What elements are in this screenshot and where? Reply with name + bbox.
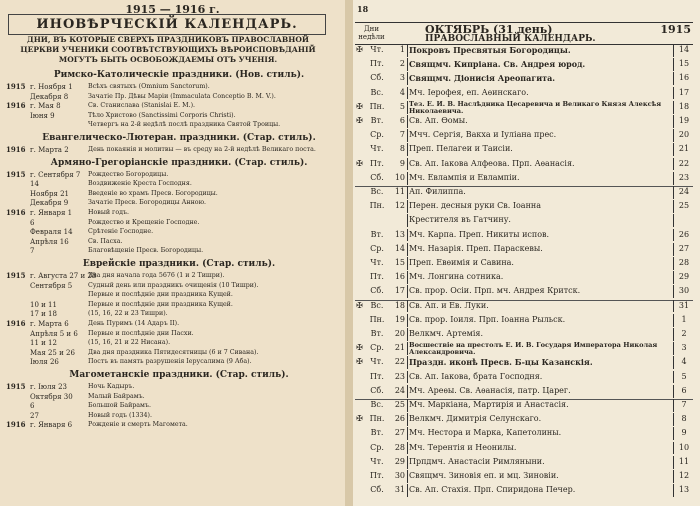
holiday-date: г. Января 1	[30, 209, 73, 217]
holiday-name: Св. Пасха.	[88, 237, 123, 245]
new-style-date: 24	[673, 186, 694, 199]
day-number: 30	[390, 470, 408, 483]
saint-text: Мч. Евлампія и Евлампіи.	[409, 172, 520, 182]
calendar-day-row	[355, 101, 693, 114]
weekday: Пт.	[370, 272, 384, 282]
calendar-day-row	[355, 229, 693, 242]
holiday-date: 11 и 12	[30, 339, 57, 348]
holiday-name: Постъ въ память разрушенія Іерусалима (9 Аба).	[88, 358, 252, 366]
day-number: 10	[390, 172, 408, 185]
feast-mark-icon: ✠	[356, 158, 363, 168]
holiday-row	[6, 237, 336, 247]
day-number: 27	[390, 427, 408, 440]
holiday-year: 1916	[6, 420, 26, 430]
holiday-date: Апрѣля 16	[30, 237, 69, 246]
new-style-date	[673, 214, 694, 227]
saint-text: Св. Ап. Іакова, брата Господня.	[409, 371, 543, 381]
day-number: 4	[390, 87, 408, 100]
calendar-day-row	[355, 200, 693, 213]
saint-text: Мч. Іерофея, еп. Аѳинскаго.	[409, 87, 529, 97]
weekday: Пн.	[369, 314, 385, 324]
weekday: Пн.	[369, 201, 385, 211]
new-style-date: 10	[673, 442, 694, 455]
holiday-row	[6, 218, 336, 228]
saint-text: Мч. Лонгина сотника.	[409, 272, 504, 282]
new-style-date: 14	[673, 44, 694, 57]
new-style-date: 11	[673, 456, 694, 469]
day-number: 5	[390, 101, 408, 114]
weekday: Ср.	[370, 442, 384, 452]
holiday-name: Два дня праздника Пятидесятницы (6 и 7 Сивана).	[88, 348, 259, 356]
holiday-row	[6, 145, 336, 155]
new-style-date: 9	[673, 427, 694, 440]
calendar-day-row	[355, 300, 693, 313]
new-style-date: 28	[673, 257, 694, 270]
saint-text: Перен. десныя руки Св. Іоанна	[409, 201, 542, 211]
saint-text: Велкмч. Димитрія Селунскаго.	[409, 414, 542, 424]
weekday: Пт.	[370, 158, 384, 168]
day-number: 28	[390, 442, 408, 455]
holiday-date: г. Мая 8	[30, 102, 61, 111]
day-number: 2	[390, 58, 408, 71]
calendar-day-row	[355, 484, 693, 497]
holiday-name: Новый годъ.	[88, 209, 130, 216]
holiday-name: День Пуримъ (14 Адаръ II).	[88, 320, 180, 327]
holiday-name: (15, 16, 22 и 23 Тишри).	[88, 310, 168, 318]
new-style-date: 15	[673, 58, 694, 71]
holiday-date: 6	[30, 218, 35, 227]
holiday-year: 1915	[6, 169, 26, 179]
saint-text: Св. прор. Іоиля. Прп. Іоанна Рыльск.	[409, 314, 566, 324]
holiday-row	[6, 198, 336, 208]
holiday-date: Іюля 26	[30, 358, 59, 367]
holiday-row	[6, 246, 336, 256]
new-style-date: 13	[673, 484, 694, 497]
saint-text: Свящмч. Діонисія Ареопагита.	[409, 73, 556, 84]
day-number: 12	[390, 200, 408, 213]
saint-text: Св. Ап. и Ев. Луки.	[409, 300, 489, 310]
holiday-name: Рождество и Крещеніе Господне.	[88, 218, 200, 226]
saint-text: Велкмч. Артемія.	[409, 329, 484, 338]
holiday-row	[6, 319, 336, 329]
holiday-name: Большой Байрамъ.	[88, 402, 151, 410]
calendar-day-row	[355, 399, 693, 412]
holiday-row	[6, 401, 336, 411]
section-title: Армяно-Грегоріанскіе праздники. (Стар. стиль).	[50, 157, 308, 168]
calendar-day-row	[355, 214, 693, 227]
section-title: Еврейскіе праздники. (Стар. стиль).	[82, 259, 276, 269]
holiday-date: Ноября 21	[30, 189, 69, 198]
holiday-name: Тѣло Христово (Sanctissimi Corporis Christi).	[88, 111, 236, 119]
holiday-year: 1915	[6, 382, 26, 391]
day-number: 31	[390, 484, 408, 497]
holiday-row	[6, 101, 336, 111]
calendar-day-row	[355, 186, 693, 199]
holiday-name: Первые и послѣдніе дни Пасхи.	[88, 329, 194, 337]
saint-text: Св. прор. Осіи. Прп. мч. Андрея Критск.	[409, 286, 581, 296]
holiday-year: 1916	[6, 208, 26, 217]
new-style-date: 4	[673, 356, 694, 369]
calendar-day-row	[355, 158, 693, 171]
holiday-date: Апрѣля 5 и 6	[30, 329, 78, 338]
holiday-name: Четвергъ на 2-й недѣлѣ послѣ праздника Святой Троицы.	[88, 121, 281, 129]
calendar-day-row	[355, 456, 693, 469]
new-style-date: 6	[673, 385, 694, 398]
calendar-day-row	[355, 143, 693, 156]
holiday-year: 1916	[6, 101, 26, 111]
calendar-day-row	[355, 257, 693, 270]
saint-text: Мч. Маркіана, Мартирія и Анастасія.	[409, 400, 569, 409]
holiday-row	[6, 189, 336, 199]
weekday: Ср.	[370, 130, 384, 140]
saint-text: Свящмч. Кипріана. Св. Андрея юрод.	[409, 59, 586, 70]
holiday-row	[6, 329, 336, 339]
day-number: 3	[390, 72, 408, 85]
saint-text: Мчч. Сергія, Вакха и Іуліана прес.	[409, 130, 557, 140]
saint-text: Тез. Е. И. В. Наслѣдника Цесаревича и Великаго Князя Алексѣя Николаевича.	[409, 100, 662, 115]
new-style-date: 20	[673, 129, 694, 142]
holiday-date: Мая 25 и 26	[30, 348, 75, 357]
weekday: Вс.	[370, 400, 384, 409]
holiday-row	[6, 338, 336, 348]
new-style-date: 16	[673, 72, 694, 85]
calendar-day-row	[355, 243, 693, 256]
weekday: Вт.	[370, 229, 384, 239]
new-style-date: 25	[673, 200, 694, 213]
weekday: Пт.	[370, 471, 384, 480]
weekday: Чт.	[370, 258, 384, 267]
new-style-date: 17	[673, 87, 694, 100]
new-style-date: 5	[673, 371, 694, 384]
calendar-day-row	[355, 371, 693, 384]
day-number: 7	[390, 129, 408, 142]
saint-text: Свящмч. Зиновія еп. и мц. Зиновіи.	[409, 471, 559, 480]
holiday-row	[6, 271, 336, 281]
holiday-date: Февраля 14	[30, 228, 73, 237]
page-number: 18	[357, 4, 369, 14]
book-gutter	[345, 0, 353, 506]
holiday-name: Судный день или праздникъ очищенія (10 Тишри).	[88, 281, 259, 289]
weekday: Пн.	[369, 101, 385, 111]
holiday-date: г. Ноября 1	[30, 83, 73, 91]
holiday-row	[6, 227, 336, 237]
saint-text: Крестителя въ Гатчину.	[409, 215, 511, 225]
weekday: Чт.	[370, 456, 384, 466]
holiday-row	[6, 382, 336, 392]
feast-mark-icon: ✠	[356, 300, 363, 310]
right-page	[353, 0, 700, 506]
new-style-date: 18	[673, 101, 694, 114]
calendar-day-row	[355, 413, 693, 426]
holiday-name: Всѣхъ святыхъ (Omnium Sanctorum).	[88, 83, 210, 90]
holiday-name: Первые и послѣдніе дни праздника Кущей.	[88, 300, 233, 308]
calendar-day-row	[355, 442, 693, 455]
left-year-title: 1915 — 1916 г.	[125, 3, 220, 16]
holiday-date: г. Августа 27 и 28	[30, 272, 97, 280]
calendar-day-row	[355, 385, 693, 398]
holiday-year: 1916	[6, 319, 26, 328]
holiday-name: Ночь Кадыръ.	[88, 383, 135, 390]
calendar-subtitle: ПРАВОСЛАВНЫЙ КАЛЕНДАРЬ.	[425, 34, 596, 44]
holiday-name: Два дня начала года 5676 (1 и 2 Тишри).	[88, 272, 225, 279]
new-style-date: 26	[673, 229, 694, 242]
new-style-date: 2	[673, 328, 694, 341]
saint-text: Преп. Пелагеи и Таисіи.	[409, 144, 513, 154]
day-number: 11	[390, 186, 408, 199]
calendar-day-row	[355, 87, 693, 100]
day-number: 13	[390, 229, 408, 242]
saint-text: Праздн. иконѣ Пресв. Б-цы Казанскія.	[409, 357, 593, 368]
feast-mark-icon: ✠	[356, 414, 363, 424]
saint-text: Покровъ Пресвятыя Богородицы.	[409, 45, 571, 55]
holiday-date: Сентября 5	[30, 281, 73, 290]
section-title: Римско-Католическіе праздники. (Нов. стиль).	[53, 70, 305, 80]
feast-mark-icon: ✠	[356, 45, 363, 54]
holiday-year: 1915	[6, 271, 26, 280]
calendar-day-row	[355, 314, 693, 327]
holiday-row	[6, 290, 336, 300]
calendar-day-row	[355, 271, 693, 284]
new-style-date: 30	[673, 285, 694, 298]
calendar-day-row	[355, 470, 693, 483]
holiday-name: Первые и послѣдніе дни праздника Кущей.	[88, 291, 233, 299]
day-number: 1	[390, 44, 408, 57]
weekday: Вт.	[370, 329, 384, 338]
holiday-row	[6, 170, 336, 180]
weekday: Сб.	[370, 485, 384, 495]
weekday: Сб.	[370, 385, 384, 395]
new-style-date: 3	[673, 342, 694, 355]
calendar-day-row	[355, 172, 693, 185]
holiday-name: Св. Станислава (Stanislai E. M.).	[88, 102, 196, 110]
holiday-name: (15, 16, 21 и 22 Нисана).	[88, 339, 171, 347]
left-intro-text: ДНИ, ВЪ КОТОРЫЕ СВЕРХЪ ПРАЗДНИКОВЪ ПРАВОСЛАВНОЙ ЦЕРКВИ УЧЕНИКИ СООТВѢТСТВУЮЩИХЪ ВѢРОИСПОВѢДАНІЙ МОГУТЪ БЫТЬ ОСВОБОЖДАЕМЫ ОТЪ УЧЕНІЯ.	[20, 35, 316, 64]
day-number: 26	[390, 413, 408, 426]
saint-text: Мч. Нестора и Марка, Капетолины.	[409, 428, 562, 438]
holiday-name: Новый годъ (1334).	[88, 411, 152, 419]
holiday-date: 17 и 18	[30, 310, 57, 319]
holiday-row	[6, 281, 336, 291]
day-number: 20	[390, 328, 408, 341]
month-title: ОКТЯБРЬ (31 день)	[425, 23, 553, 36]
holiday-name: Введеніе во храмъ Пресв. Богородицы.	[88, 189, 218, 197]
day-number: 15	[390, 257, 408, 270]
day-number	[390, 214, 408, 227]
weekday: Сб.	[370, 286, 384, 296]
holiday-row	[6, 420, 336, 430]
holiday-date: г. Марта 6	[30, 320, 69, 328]
weekday: Ср.	[370, 243, 384, 253]
holiday-name: Воздвиженіе Креста Господня.	[88, 180, 192, 188]
holiday-date: г. Марта 2	[30, 146, 69, 154]
weekday-column-header: Дни недѣли	[358, 25, 385, 41]
feast-mark-icon: ✠	[356, 116, 363, 125]
left-page	[0, 0, 345, 506]
saint-text: Св. Ап. Ѳомы.	[409, 116, 468, 125]
holiday-row	[6, 300, 336, 310]
section-title: Магометанскіе праздники. (Стар. стиль).	[69, 370, 289, 380]
calendar-day-row	[355, 58, 693, 71]
weekday: Пт.	[370, 59, 384, 69]
new-style-date: 8	[673, 413, 694, 426]
day-number: 6	[390, 115, 408, 128]
calendar-day-row	[355, 427, 693, 440]
calendar-day-row	[355, 115, 693, 128]
weekday: Вт.	[370, 428, 384, 438]
feast-mark-icon: ✠	[356, 357, 363, 367]
weekday: Вс.	[370, 187, 384, 196]
section-title: Евангелическо-Лютеран. праздники. (Стар. стиль).	[42, 133, 316, 143]
holiday-name: Срѣтеніе Господне.	[88, 228, 154, 236]
day-number: 29	[390, 456, 408, 469]
left-calendar-title: ИНОВѢРЧЕСКІЙ КАЛЕНДАРЬ.	[8, 14, 326, 35]
holiday-row	[6, 120, 336, 130]
feast-mark-icon: ✠	[356, 101, 363, 111]
holiday-name: Зачатіе Пр. Дѣвы Маріи (Immaculata Conceptio B. M. V.).	[88, 92, 276, 100]
weekday: Вс.	[370, 300, 384, 310]
saint-text: Св. Ап. Іакова Алфеова. Прп. Аѳанасія.	[409, 158, 575, 168]
new-style-date: 27	[673, 243, 694, 256]
saint-text: Св. Ап. Стахія. Прп. Спиридона Печер.	[409, 485, 576, 495]
holiday-name: День покаянія и молитвы — въ среду на 2-й недѣлѣ Великаго поста.	[88, 146, 316, 153]
holiday-date: Декабря 8	[30, 92, 69, 101]
day-number: 17	[390, 285, 408, 298]
holiday-name: Малый Байрамъ.	[88, 392, 145, 400]
new-style-date: 23	[673, 172, 694, 185]
new-style-date: 31	[673, 300, 694, 313]
holiday-row	[6, 179, 336, 189]
saint-text: Мч. Ареѳы. Св. Аѳанасія, патр. Царег.	[409, 385, 571, 395]
calendar-day-row	[355, 72, 693, 85]
day-number: 19	[390, 314, 408, 327]
new-style-date: 21	[673, 143, 694, 156]
new-style-date: 7	[673, 399, 694, 412]
calendar-day-row	[355, 342, 693, 355]
holiday-row	[6, 357, 336, 367]
holiday-date: Декабря 9	[30, 199, 69, 208]
new-style-date: 29	[673, 271, 694, 284]
holiday-date: г. Іюля 23	[30, 383, 67, 391]
holiday-date: 14	[30, 180, 39, 189]
saint-text: Преп. Евѳимія и Савина.	[409, 258, 514, 267]
day-number: 16	[390, 271, 408, 284]
holiday-year: 1916	[6, 145, 26, 154]
holiday-date: Іюня 9	[30, 111, 55, 120]
calendar-year: 1915	[660, 23, 691, 36]
saint-text: Мч. Карпа. Преп. Никиты испов.	[409, 229, 550, 239]
weekday: Чт.	[370, 357, 384, 367]
weekday: Сб.	[370, 73, 384, 83]
calendar-day-row	[355, 328, 693, 341]
holiday-row	[6, 411, 336, 421]
holiday-row	[6, 111, 336, 121]
saint-text: Ап. Филиппа.	[409, 187, 466, 196]
calendar-day-row	[355, 285, 693, 298]
weekday: Вт.	[370, 116, 384, 125]
holiday-row	[6, 392, 336, 402]
saint-text: Восшествіе на престолъ Е. И. В. Государя Императора Николая Александровича.	[409, 342, 658, 357]
weekday: Пн.	[369, 414, 385, 424]
holiday-row	[6, 309, 336, 319]
day-number: 22	[390, 356, 408, 369]
holiday-date: 27	[30, 411, 39, 420]
weekday: Чт.	[370, 144, 384, 154]
calendar-day-row	[355, 44, 693, 57]
holiday-row	[6, 348, 336, 358]
new-style-date: 12	[673, 470, 694, 483]
holiday-name: Рожденіе и смерть Магомета.	[88, 421, 188, 429]
day-number: 14	[390, 243, 408, 256]
calendar-day-row	[355, 129, 693, 142]
weekday: Ср.	[370, 343, 384, 353]
holiday-name: Рождество Богородицы.	[88, 170, 169, 178]
holiday-row	[6, 82, 336, 92]
day-number: 18	[390, 300, 408, 313]
day-number: 23	[390, 371, 408, 384]
new-style-date: 22	[673, 158, 694, 171]
weekday: Вс.	[370, 87, 384, 97]
holiday-date: 6	[30, 402, 35, 411]
day-number: 25	[390, 399, 408, 412]
holiday-row	[6, 208, 336, 218]
holiday-date: Октября 30	[30, 392, 73, 401]
weekday: Пт.	[370, 371, 384, 381]
holiday-date: г. Января 6	[30, 421, 73, 430]
weekday: Чт.	[370, 45, 384, 54]
holiday-year: 1915	[6, 82, 26, 91]
holiday-date: г. Сентября 7	[30, 170, 81, 179]
holiday-name: Благовѣщеніе Пресв. Богородицы.	[88, 247, 204, 255]
saint-text: Мч. Терентія и Неонилы.	[409, 442, 517, 452]
day-number: 24	[390, 385, 408, 398]
new-style-date: 1	[673, 314, 694, 327]
day-number: 8	[390, 143, 408, 156]
calendar-header	[355, 22, 693, 45]
saint-text: Мч. Назарія. Преп. Параскевы.	[409, 243, 543, 253]
holiday-date: 10 и 11	[30, 300, 57, 309]
feast-mark-icon: ✠	[356, 343, 363, 353]
holiday-date: 7	[30, 247, 35, 256]
saint-text: Прпдмч. Анастасіи Римляныни.	[409, 456, 545, 466]
day-number: 21	[390, 342, 408, 355]
holiday-row	[6, 92, 336, 102]
holiday-name: Зачатіе Пресв. Богородицы Анною.	[88, 199, 207, 207]
calendar-day-row	[355, 356, 693, 369]
day-number: 9	[390, 158, 408, 171]
new-style-date: 19	[673, 115, 694, 128]
weekday: Сб.	[370, 172, 384, 182]
